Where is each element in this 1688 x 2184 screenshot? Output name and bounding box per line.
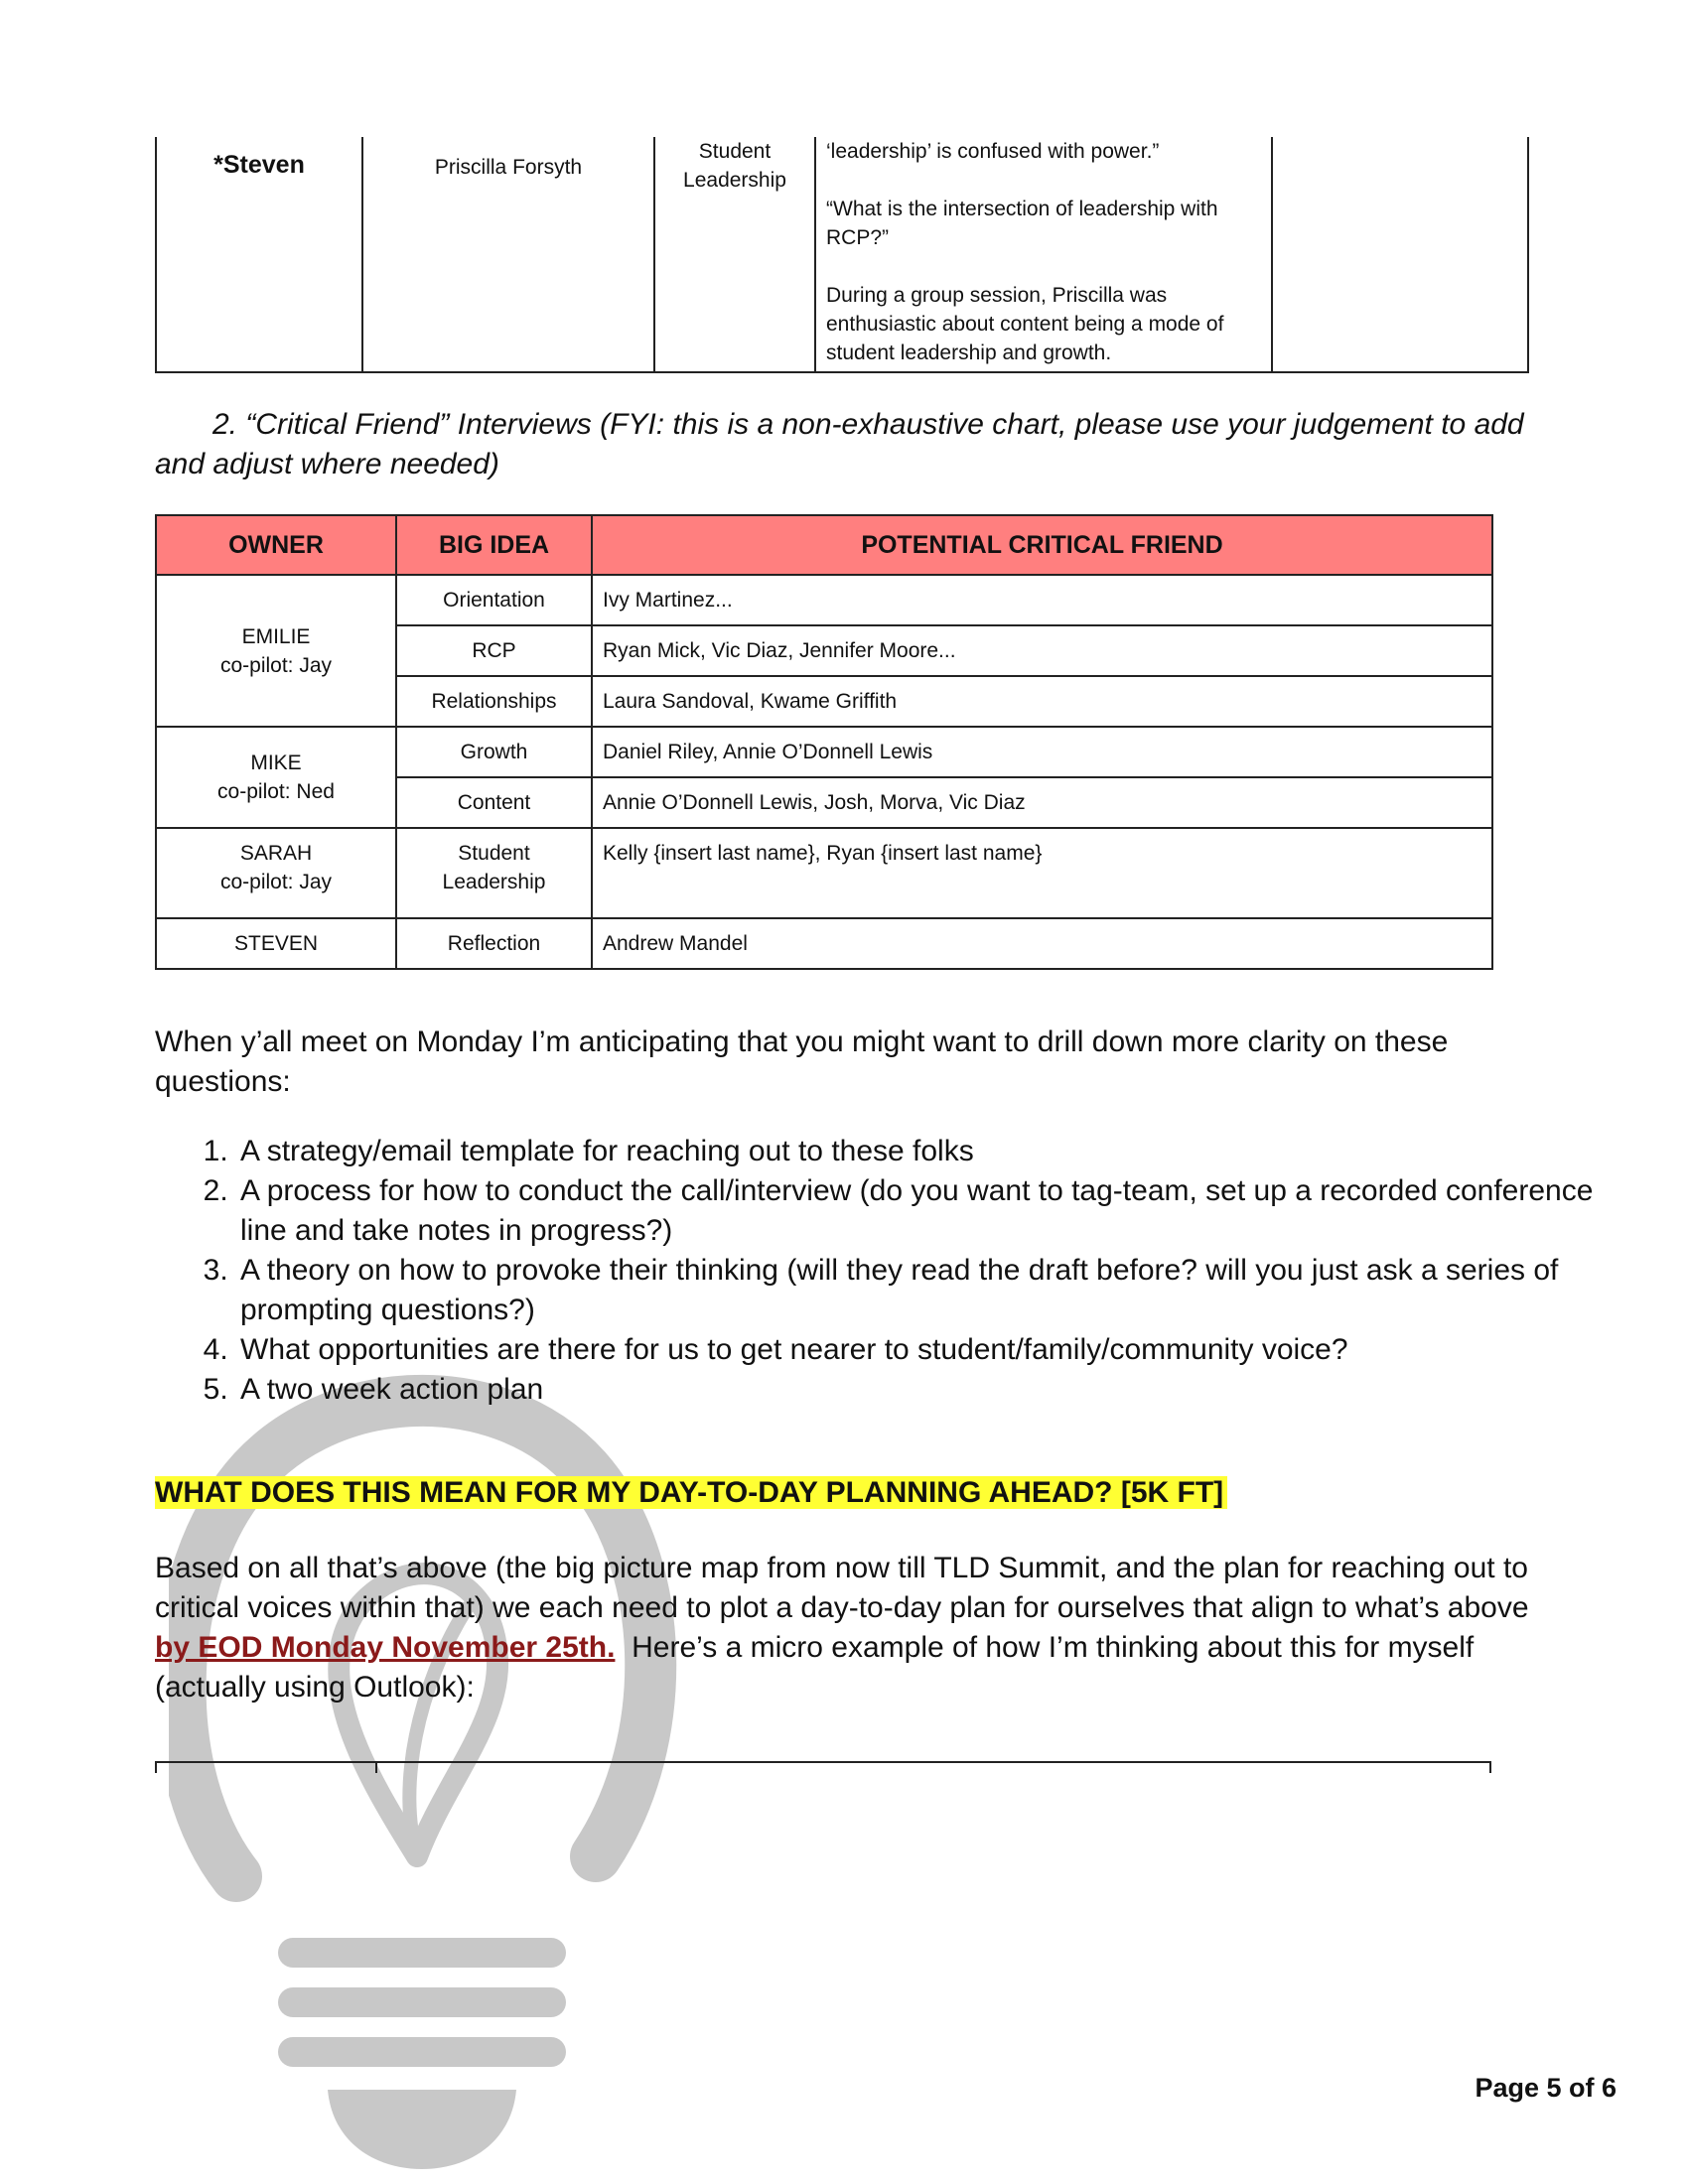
list-item: 4. What opportunities are there for us to get nearer to student/family/community voice? xyxy=(236,1330,1626,1370)
owner-cell xyxy=(156,918,396,969)
owner-name: STEVEN xyxy=(233,932,319,955)
table-row xyxy=(156,828,1492,918)
note-line: ‘leadership’ is confused with power.” xyxy=(826,140,1160,163)
note-line: “What is the intersection of leadership with RCP?” xyxy=(826,198,1218,249)
table-row xyxy=(156,575,1492,625)
plan-text-after: Here’s a micro example of how I’m thinking about this for myself (actually using Outlook): xyxy=(155,1631,1482,1704)
owner-name: EMILIE xyxy=(241,624,311,648)
big-idea-cell: Content xyxy=(396,777,592,828)
plan-text-before: Based on all that’s above (the big picture map from now till TLD Summit, and the plan for reaching out to critical voices within that) we each need to plot a day-to-day plan for ourselves that align to what’s above xyxy=(155,1552,1529,1624)
table-border-tick xyxy=(1489,1761,1491,1773)
copilot-label: co-pilot: Ned xyxy=(217,780,335,803)
column-header: BIG IDEA xyxy=(396,515,592,575)
intro-paragraph: When y’all meet on Monday I’m anticipating that you might want to drill down more clarity on these questions: xyxy=(155,1025,1449,1098)
notes-cell xyxy=(815,137,1272,372)
list-item: 1. A strategy/email template for reaching out to these folks xyxy=(236,1132,1626,1171)
table-row xyxy=(156,918,1492,969)
list-item: 5. A two week action plan xyxy=(236,1370,1626,1410)
table-row xyxy=(156,727,1492,777)
owner-cell xyxy=(156,575,396,727)
interview-table-continued xyxy=(155,137,1529,373)
big-idea-cell: Orientation xyxy=(396,575,592,625)
friend-cell: Ivy Martinez... xyxy=(592,575,1492,625)
big-idea-cell: Reflection xyxy=(396,918,592,969)
table-border-tick xyxy=(375,1761,377,1773)
plan-paragraph xyxy=(155,1549,1545,1707)
owner-name: MIKE xyxy=(250,751,302,774)
friend-cell: Annie O’Donnell Lewis, Josh, Morva, Vic Diaz xyxy=(592,777,1492,828)
friend-cell: Andrew Mandel xyxy=(592,918,1492,969)
friend-cell: Laura Sandoval, Kwame Griffith xyxy=(592,676,1492,727)
table-border-tick xyxy=(155,1761,157,1773)
deadline-text: by EOD Monday November 25th. xyxy=(155,1631,616,1664)
note-line: During a group session, Priscilla was enthusiastic about content being a mode of student leadership and growth. xyxy=(826,284,1224,364)
column-header: POTENTIAL CRITICAL FRIEND xyxy=(592,515,1492,575)
table-row xyxy=(156,137,1528,372)
section-heading xyxy=(155,405,1545,484)
owner-cell xyxy=(156,828,396,918)
owner-name: SARAH xyxy=(239,842,313,865)
owner-cell: *Steven xyxy=(156,137,362,372)
owner-cell xyxy=(156,727,396,828)
friend-cell: Ryan Mick, Vic Diaz, Jennifer Moore... xyxy=(592,625,1492,676)
big-idea-cell: Growth xyxy=(396,727,592,777)
copilot-label: co-pilot: Jay xyxy=(219,871,333,893)
critical-friend-table xyxy=(155,514,1493,970)
planning-heading xyxy=(155,1473,1227,1513)
questions-list xyxy=(155,1132,1626,1410)
empty-cell xyxy=(1272,137,1528,372)
section-number: 2. xyxy=(212,408,238,441)
table-top-border xyxy=(155,1761,1491,1763)
highlighted-heading-text: WHAT DOES THIS MEAN FOR MY DAY-TO-DAY PLANNING AHEAD? [5K FT] xyxy=(155,1476,1227,1509)
big-idea-cell: Student Leadership xyxy=(654,137,815,372)
friend-cell: Daniel Riley, Annie O’Donnell Lewis xyxy=(592,727,1492,777)
friend-cell: Kelly {insert last name}, Ryan {insert last name} xyxy=(592,828,1492,918)
page-number: Page 5 of 6 xyxy=(1475,2073,1617,2103)
section-title: “Critical Friend” Interviews (FYI: this is a non-exhaustive chart, please use your judgement to add and adjust where needed) xyxy=(155,408,1524,480)
big-idea-cell: RCP xyxy=(396,625,592,676)
copilot-label: co-pilot: Jay xyxy=(219,653,333,677)
big-idea-cell: Student Leadership xyxy=(396,828,592,918)
column-header: OWNER xyxy=(156,515,396,575)
big-idea-cell: Relationships xyxy=(396,676,592,727)
list-item: 3. A theory on how to provoke their thinking (will they read the draft before? will you just ask a series of prompting questions?) xyxy=(236,1251,1626,1330)
table-header-row xyxy=(156,515,1492,575)
friend-cell: Priscilla Forsyth xyxy=(362,137,654,372)
list-item: 2. A process for how to conduct the call/interview (do you want to tag-team, set up a recorded conference line and take notes in progress?) xyxy=(236,1171,1626,1251)
